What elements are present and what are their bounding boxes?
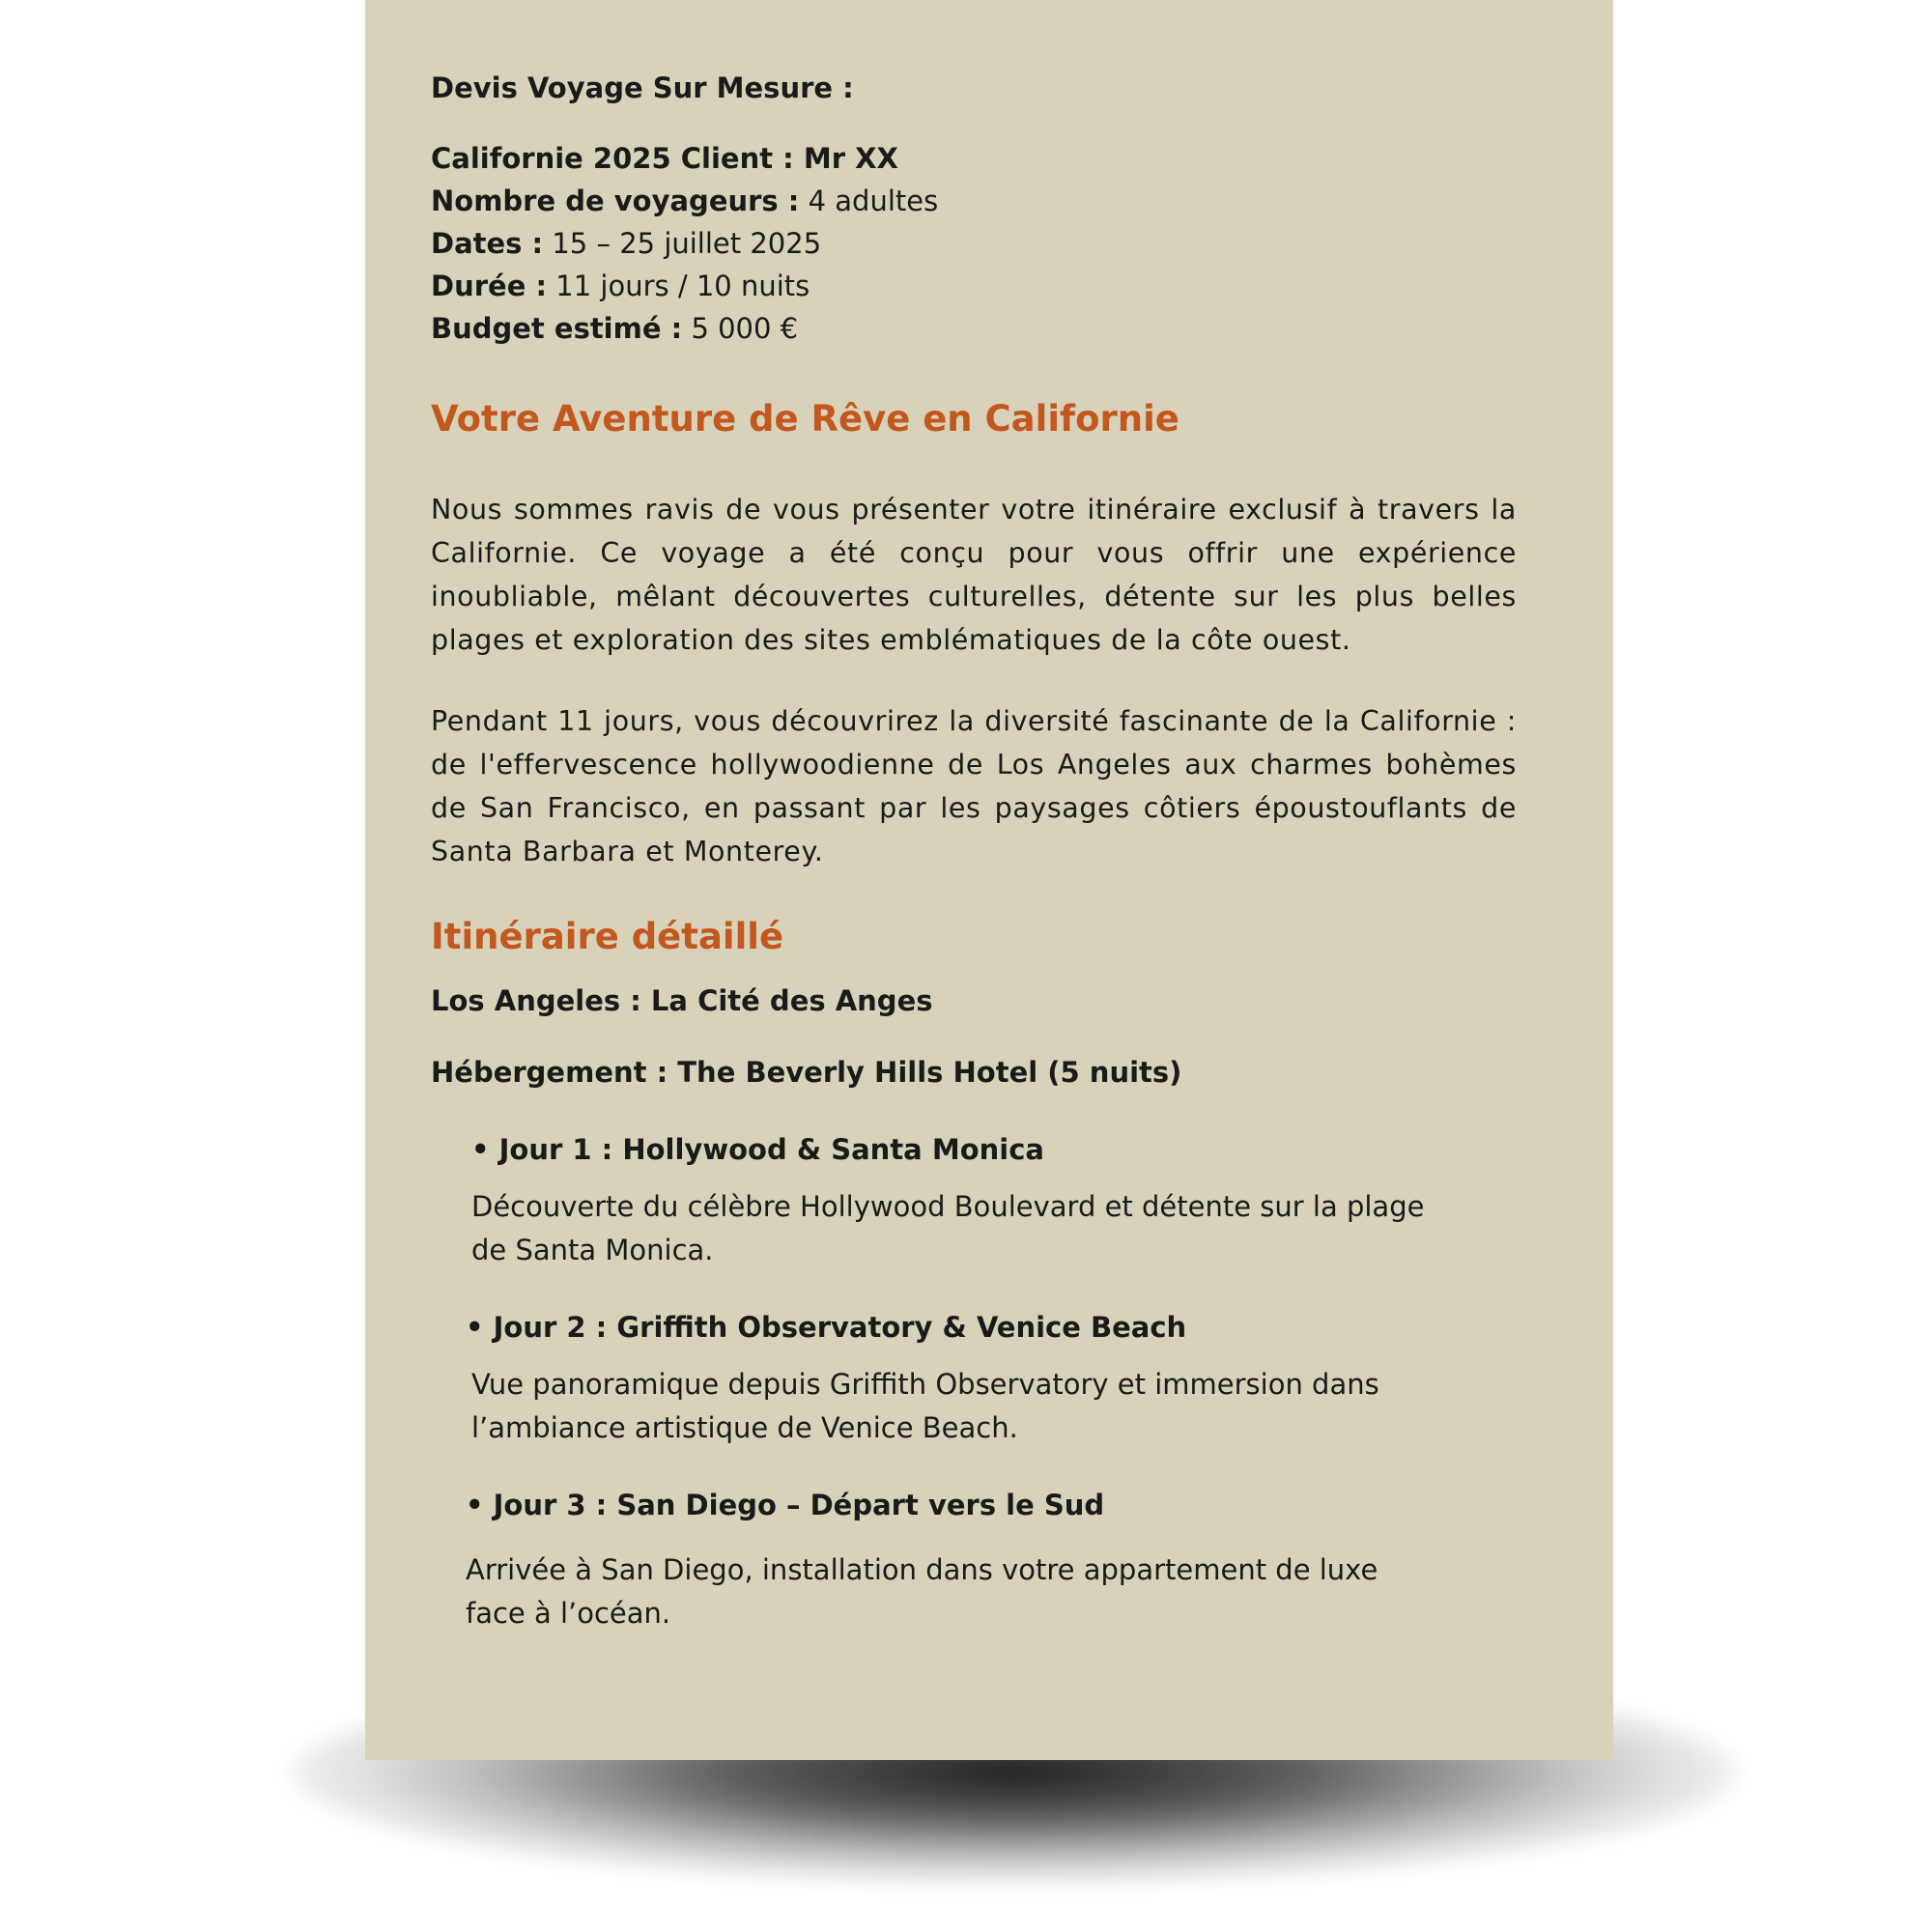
itinerary-heading: Itinéraire détaillé xyxy=(431,916,784,957)
day-2-description: Vue panoramique depuis Griffith Observatory et immersion dans l’ambiance artistique de Venice Beach. xyxy=(471,1368,1379,1444)
dates-value: 15 – 25 juillet 2025 xyxy=(552,227,822,260)
budget-value: 5 000 € xyxy=(691,312,799,345)
travelers-label: Nombre de voyageurs : xyxy=(431,185,800,217)
travelers-value: 4 adultes xyxy=(808,185,939,217)
travelers-line xyxy=(431,180,1517,222)
duration-line xyxy=(431,265,1517,307)
day-1-title: • Jour 1 : Hollywood & Santa Monica xyxy=(471,1133,1044,1166)
document-page xyxy=(365,0,1613,1760)
trip-meta xyxy=(431,137,1517,350)
duration-value: 11 jours / 10 nuits xyxy=(555,270,810,302)
document-title: Devis Voyage Sur Mesure : xyxy=(431,71,854,104)
day-2-title: • Jour 2 : Griffith Observatory & Venice Beach xyxy=(466,1311,1187,1344)
hotel-heading: Hébergement : The Beverly Hills Hotel (5 nuits) xyxy=(431,1056,1182,1089)
day-1-description: Découverte du célèbre Hollywood Boulevard et détente sur la plage de Santa Monica. xyxy=(471,1190,1425,1266)
budget-label: Budget estimé : xyxy=(431,312,683,345)
budget-line xyxy=(431,307,1517,350)
city-heading: Los Angeles : La Cité des Anges xyxy=(431,984,933,1017)
intro-paragraph-2: Pendant 11 jours, vous découvrirez la diversité fascinante de la Californie : de l'effervescence hollywoodienne de Los Angeles aux charmes bohèmes de San Francisco, en passant par les paysages côtiers époustouflants de Santa Barbara et Monterey. xyxy=(431,705,1517,867)
intro-paragraph-1: Nous sommes ravis de vous présenter votre itinéraire exclusif à travers la Californie. Ce voyage a été conçu pour vous offrir une expérience inoubliable, mêlant découvertes culturelles, détente sur les plus belles plages et exploration des sites emblématiques de la côte ouest. xyxy=(431,494,1517,656)
client-line: Californie 2025 Client : Mr XX xyxy=(431,142,898,175)
dates-label: Dates : xyxy=(431,227,544,260)
day-3-description: Arrivée à San Diego, installation dans votre appartement de luxe face à l’océan. xyxy=(466,1553,1378,1630)
document-content xyxy=(431,71,1517,1635)
intro-heading: Votre Aventure de Rêve en Californie xyxy=(431,398,1179,440)
dates-line xyxy=(431,222,1517,265)
day-3-title: • Jour 3 : San Diego – Départ vers le Sud xyxy=(466,1489,1105,1521)
duration-label: Durée : xyxy=(431,270,548,302)
